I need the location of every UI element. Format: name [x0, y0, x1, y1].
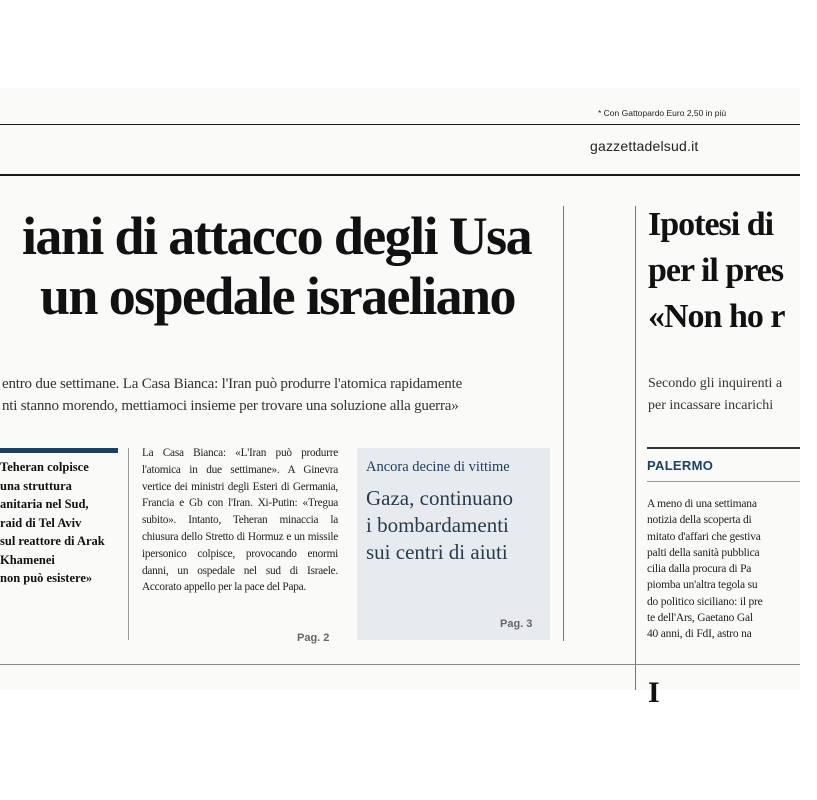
right-headline-line3: «Non ho r [648, 298, 785, 335]
brief-line: sul reattore di Arak [0, 534, 105, 548]
column-divider-main [563, 206, 564, 641]
column-divider-brief [128, 448, 129, 640]
top-rule [0, 124, 800, 125]
right-subhead-line1: Secondo gli inquirenti a [648, 376, 783, 391]
section-label: PALERMO [647, 458, 714, 473]
brief-line: raid di Tel Aviv [0, 515, 82, 530]
price-note: * Con Gattopardo Euro 2,50 in più [598, 108, 727, 118]
right-body-line: piomba un'altra tegola su [647, 579, 758, 592]
brief-accent-bar [0, 448, 118, 453]
right-body-line: palti della sanità pubblica [647, 546, 760, 559]
brief-line: anitaria nel Sud, [0, 497, 89, 511]
right-body-line: mitato d'affari che gestiva [647, 530, 761, 543]
right-headline-line2: per il pres [648, 252, 784, 289]
bottom-cut-headline: I [648, 676, 660, 709]
main-headline-line2: un ospedale israeliano [40, 266, 515, 326]
page-reference: Pag. 2 [297, 632, 330, 644]
website-url: gazzettadelsud.it [590, 138, 699, 154]
bottom-rule [0, 664, 800, 665]
main-subhead-line2: nti stanno morendo, mettiamoci insieme per trovare una soluzione alla guerra» [2, 398, 459, 414]
brief-line: una struttura [0, 478, 72, 493]
brief-line: non può esistere» [0, 571, 93, 585]
right-body-line: do politico siciliano: il pre [647, 595, 763, 608]
gaza-title-line: sui centri di aiuti [366, 540, 508, 564]
right-body-line: notizia della scoperta di [647, 514, 752, 527]
gaza-title-line: i bombardamenti [366, 513, 509, 537]
article-body: La Casa Bianca: «L'Iran può produrre l'atomica in due settimane». A Ginevra vertice dei ministri degli Esteri di Germania, Francia e Gb con l'Iran. Xi-Putin: «Tregua subito». Intanto, Teheran minaccia la chiusura dello Stretto di Hormuz e un missile ipersonico colpisce, provocando enormi danni, un ospedale nel sud di Israele. Accorato appello per la pace del Papa. [142, 447, 338, 594]
right-body-line: te dell'Ars, Gaetano Gal [647, 612, 753, 625]
column-divider-right [635, 206, 636, 690]
main-headline-line1: iani di attacco degli Usa [22, 206, 531, 266]
gaza-title-line: Gaza, continuano [366, 486, 513, 510]
right-subhead-line2: per incassare incarichi [648, 398, 774, 413]
right-headline-line1: Ipotesi di [648, 206, 774, 243]
brief-line: Khamenei [0, 552, 55, 567]
right-article-body [647, 496, 817, 643]
right-body-line: 40 anni, di FdI, astro na [647, 628, 752, 641]
gaza-kicker: Ancora decine di vittime [366, 459, 510, 475]
section-rule-bottom [647, 481, 800, 482]
gaza-title [366, 485, 551, 566]
sidebar-brief [0, 458, 120, 588]
main-subhead-line1: entro due settimane. La Casa Bianca: l'Iran può produrre l'atomica rapidamente [2, 376, 463, 392]
right-body-line: cilia dalla procura di Pa [647, 563, 752, 576]
brief-line: Teheran colpisce [0, 460, 89, 474]
right-body-line: A meno di una settimana [647, 498, 757, 510]
gaza-page-reference: Pag. 3 [500, 618, 533, 630]
section-rule [647, 447, 800, 449]
masthead-rule [0, 174, 800, 176]
